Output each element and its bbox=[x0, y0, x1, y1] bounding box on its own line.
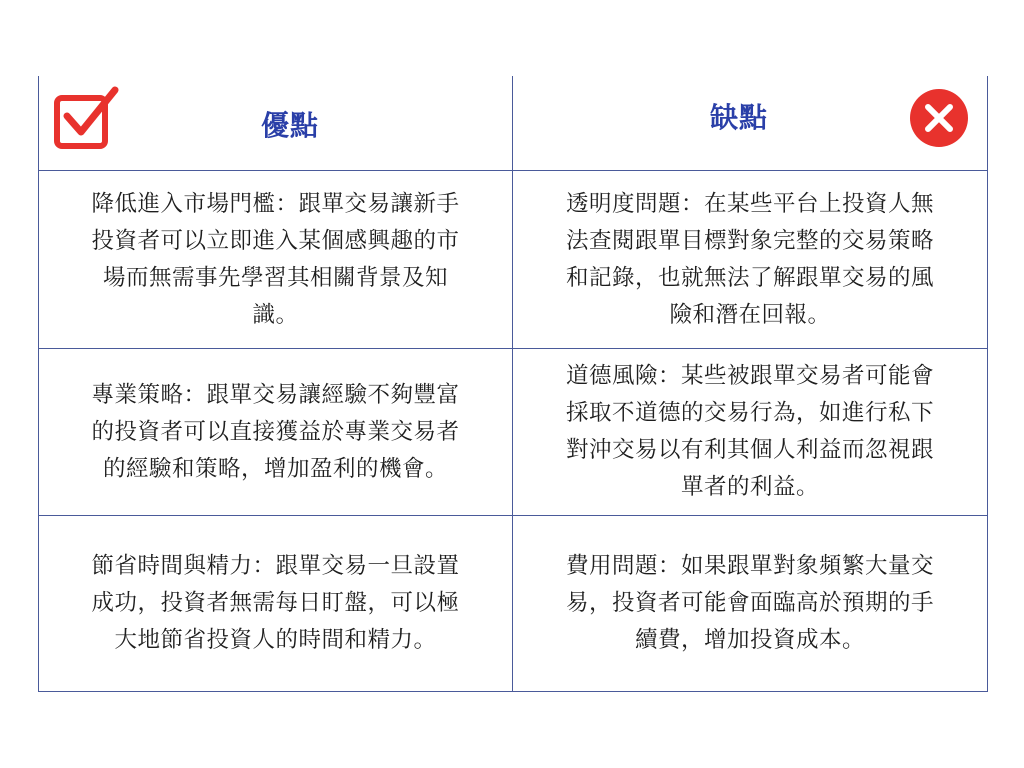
checkbox-check-icon bbox=[53, 86, 119, 150]
pro-text: 降低進入市場門檻：跟單交易讓新手投資者可以立即進入某個感興趣的市場而無需事先學習其相關背景及知識。 bbox=[91, 190, 460, 328]
table-row bbox=[39, 515, 987, 691]
con-cell bbox=[513, 349, 987, 515]
pros-header-cell bbox=[39, 76, 513, 170]
pro-cell bbox=[39, 349, 513, 515]
pro-text: 專業策略：跟單交易讓經驗不夠豐富的投資者可以直接獲益於專業交易者的經驗和策略，增加盈利的機會。 bbox=[91, 381, 460, 482]
pros-cons-table bbox=[38, 76, 988, 692]
table-row bbox=[39, 170, 987, 348]
pros-title: 優點 bbox=[261, 109, 320, 142]
con-text: 費用問題：如果跟單對象頻繁大量交易，投資者可能會面臨高於預期的手續費，增加投資成本。 bbox=[565, 553, 934, 653]
pro-cell bbox=[39, 516, 513, 691]
con-cell bbox=[513, 516, 987, 691]
cons-header-cell bbox=[513, 76, 987, 170]
con-text: 道德風險：某些被跟單交易者可能會採取不道德的交易行為，如進行私下對沖交易以有利其個人利益而忽視跟單者的利益。 bbox=[565, 363, 934, 500]
close-circle-icon bbox=[909, 88, 969, 148]
pro-cell bbox=[39, 171, 513, 348]
con-text: 透明度問題：在某些平台上投資人無法查閱跟單目標對象完整的交易策略和記錄，也就無法了解跟單交易的風險和潛在回報。 bbox=[565, 190, 934, 328]
pro-text: 節省時間與精力：跟單交易一旦設置成功，投資者無需每日盯盤，可以極大地節省投資人的時間和精力。 bbox=[91, 553, 460, 653]
table-header-row bbox=[39, 76, 987, 170]
table-row bbox=[39, 348, 987, 515]
con-cell bbox=[513, 171, 987, 348]
cons-title: 缺點 bbox=[710, 101, 769, 134]
